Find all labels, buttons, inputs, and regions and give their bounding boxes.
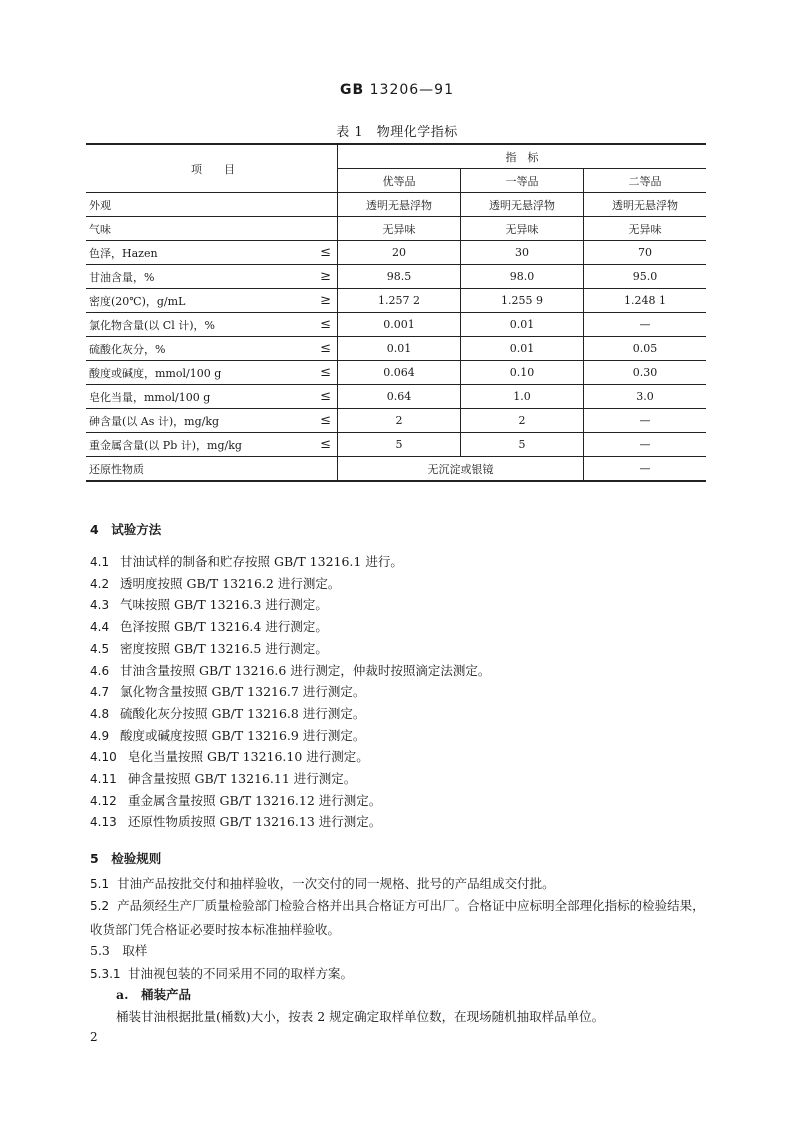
clause-number: 4.7 [90,685,110,700]
row-item: 砷含量(以 As 计)，mg/kg [86,409,305,433]
clause-text: 甘油视包装的不同采用不同的取样方案。 [128,966,354,981]
section-title: 5 检验规则 [90,851,162,866]
clause-number: 4.12 [90,793,117,808]
clause-number: 4.2 [90,576,110,591]
row-value: 98.0 [461,265,584,289]
clause-number: 4.8 [90,706,110,721]
row-value: 1.257 2 [338,289,461,313]
paragraph-5-1 [90,872,710,896]
paragraph-5-2 [90,894,710,941]
header-grade: 一等品 [461,169,584,193]
clause-number: 5.1 [90,877,110,891]
specification-table [86,143,706,482]
clause-text: 密度按照 GB/T 13216.5 进行测定。 [120,640,328,656]
row-value: 0.01 [461,313,584,337]
table-row [86,289,706,313]
row-item: 色泽，Hazen [86,241,305,265]
row-value: 2 [461,409,584,433]
row-value: 2 [338,409,461,433]
clause-text: 色泽按照 GB/T 13216.4 进行测定。 [120,619,328,635]
item-a-text: 桶装甘油根据批量(桶数)大小，按表 2 规定确定取样单位数，在现场随机抽取样品单位。 [116,1009,605,1024]
header-item: 项 目 [86,144,338,193]
row-value: 无异味 [338,217,461,241]
standard-code: 13206—91 [369,82,454,98]
row-value: 0.001 [338,313,461,337]
table-row [86,385,706,409]
clause-number: 4.3 [90,598,110,613]
row-value: 无异味 [584,217,707,241]
row-operator: ≤ [305,433,338,457]
row-value: 透明无悬浮物 [584,193,707,217]
row-value: 3.0 [584,385,707,409]
table-row [86,337,706,361]
clause-text: 重金属含量按照 GB/T 13216.12 进行测定。 [128,792,382,808]
table-row [86,241,706,265]
row-operator [305,193,338,217]
paragraph-5-3-1 [90,964,353,982]
row-value: — [584,409,707,433]
table-row [86,361,706,385]
clause-text: 甘油试样的制备和贮存按照 GB/T 13216.1 进行。 [120,554,403,569]
list-item [90,639,328,657]
row-operator [305,217,338,241]
row-value: 1.255 9 [461,289,584,313]
row-operator: ≤ [305,313,338,337]
row-value: 0.10 [461,361,584,385]
header-grade: 优等品 [338,169,461,193]
list-item [90,747,369,765]
clause-number: 4.13 [90,815,117,830]
row-item: 外观 [86,193,305,217]
row-value: 5 [338,433,461,457]
row-value: 透明无悬浮物 [338,193,461,217]
row-item: 重金属含量(以 Pb 计)，mg/kg [86,433,305,457]
row-value: 无异味 [461,217,584,241]
table-row [86,409,706,433]
table-row [86,313,706,337]
clause-number: 4.6 [90,663,110,678]
row-item: 酸度或碱度，mmol/100 g [86,361,305,385]
standard-prefix: GB [340,82,365,98]
row-operator: ≥ [305,265,338,289]
clause-number: 4.10 [90,750,117,765]
clause-number: 4.5 [90,641,110,656]
row-value: 98.5 [338,265,461,289]
row-value: 95.0 [584,265,707,289]
table-row [86,433,706,457]
row-value: 0.30 [584,361,707,385]
row-operator: ≤ [305,337,338,361]
table-row [86,265,706,289]
row-value: 0.01 [461,337,584,361]
document-header [0,82,794,98]
row-value: 0.01 [338,337,461,361]
list-item [90,791,381,809]
clause-number: 5.3.1 [90,967,121,981]
row-operator: ≤ [305,409,338,433]
row-value: 20 [338,241,461,265]
clause-text: 甘油含量按照 GB/T 13216.6 进行测定，仲裁时按照滴定法测定。 [120,662,491,678]
row-value: 70 [584,241,707,265]
table-row [86,217,706,241]
row-operator: ≤ [305,385,338,409]
clause-number: 5.2 [90,899,110,913]
row-item: 还原性物质 [86,457,338,482]
list-item [90,704,365,722]
clause-number: 4.1 [90,555,110,569]
clause-text: 透明度按照 GB/T 13216.2 进行测定。 [120,575,341,591]
header-grade: 二等品 [584,169,707,193]
clause-text: 产品须经生产厂质量检验部门检验合格并出具合格证方可出厂。合格证中应标明全部理化指标的检验结果，收货部门凭合格证必要时按本标准抽样验收。 [90,898,705,937]
row-item: 密度(20℃)，g/mL [86,289,305,313]
clause-number: 4.4 [90,620,110,635]
row-item: 皂化当量，mmol/100 g [86,385,305,409]
paragraph-5-3: 5.3 取样 [90,943,148,958]
clause-number: 4.9 [90,728,110,743]
row-value: 5 [461,433,584,457]
list-item [90,661,490,679]
header-indicator: 指 标 [338,144,707,169]
row-value: 0.064 [338,361,461,385]
clause-text: 皂化当量按照 GB/T 13216.10 进行测定。 [128,749,369,765]
row-item: 硫酸化灰分，% [86,337,305,361]
row-operator: ≥ [305,289,338,313]
list-item [90,812,381,830]
row-value: — [584,457,707,482]
clause-text: 酸度或碱度按照 GB/T 13216.9 进行测定。 [120,727,366,743]
clause-number: 4.11 [90,772,117,786]
table-row [86,193,706,217]
row-value: 1.248 1 [584,289,707,313]
list-item [90,682,365,700]
clause-text: 气味按照 GB/T 13216.3 进行测定。 [120,597,328,613]
page-number: 2 [90,1030,98,1044]
row-value: — [584,433,707,457]
list-item [90,726,365,744]
list-item [90,595,328,613]
clause-text: 氯化物含量按照 GB/T 13216.7 进行测定。 [120,684,366,700]
row-item: 气味 [86,217,305,241]
row-item: 氯化物含量(以 Cl 计)，% [86,313,305,337]
list-item [90,552,403,570]
row-value: 0.64 [338,385,461,409]
row-value-merged: 无沉淀或银镜 [338,457,584,482]
item-a-label: a. 桶装产品 [116,987,191,1002]
row-value: 30 [461,241,584,265]
row-value: 1.0 [461,385,584,409]
row-operator: ≤ [305,241,338,265]
clause-text: 还原性物质按照 GB/T 13216.13 进行测定。 [128,814,382,830]
row-value: 0.05 [584,337,707,361]
table-row [86,457,706,482]
clause-text: 砷含量按照 GB/T 13216.11 进行测定。 [128,771,357,786]
clause-text: 甘油产品按批交付和抽样验收，一次交付的同一规格、批号的产品组成交付批。 [117,876,555,891]
clause-text: 硫酸化灰分按照 GB/T 13216.8 进行测定。 [120,705,366,721]
row-value: — [584,313,707,337]
row-value: 透明无悬浮物 [461,193,584,217]
row-item: 甘油含量，% [86,265,305,289]
row-operator: ≤ [305,361,338,385]
list-item [90,574,340,592]
list-item [90,617,328,635]
list-item [90,769,356,787]
table-title: 表 1 物理化学指标 [336,125,458,140]
section-title: 4 试验方法 [90,522,162,537]
